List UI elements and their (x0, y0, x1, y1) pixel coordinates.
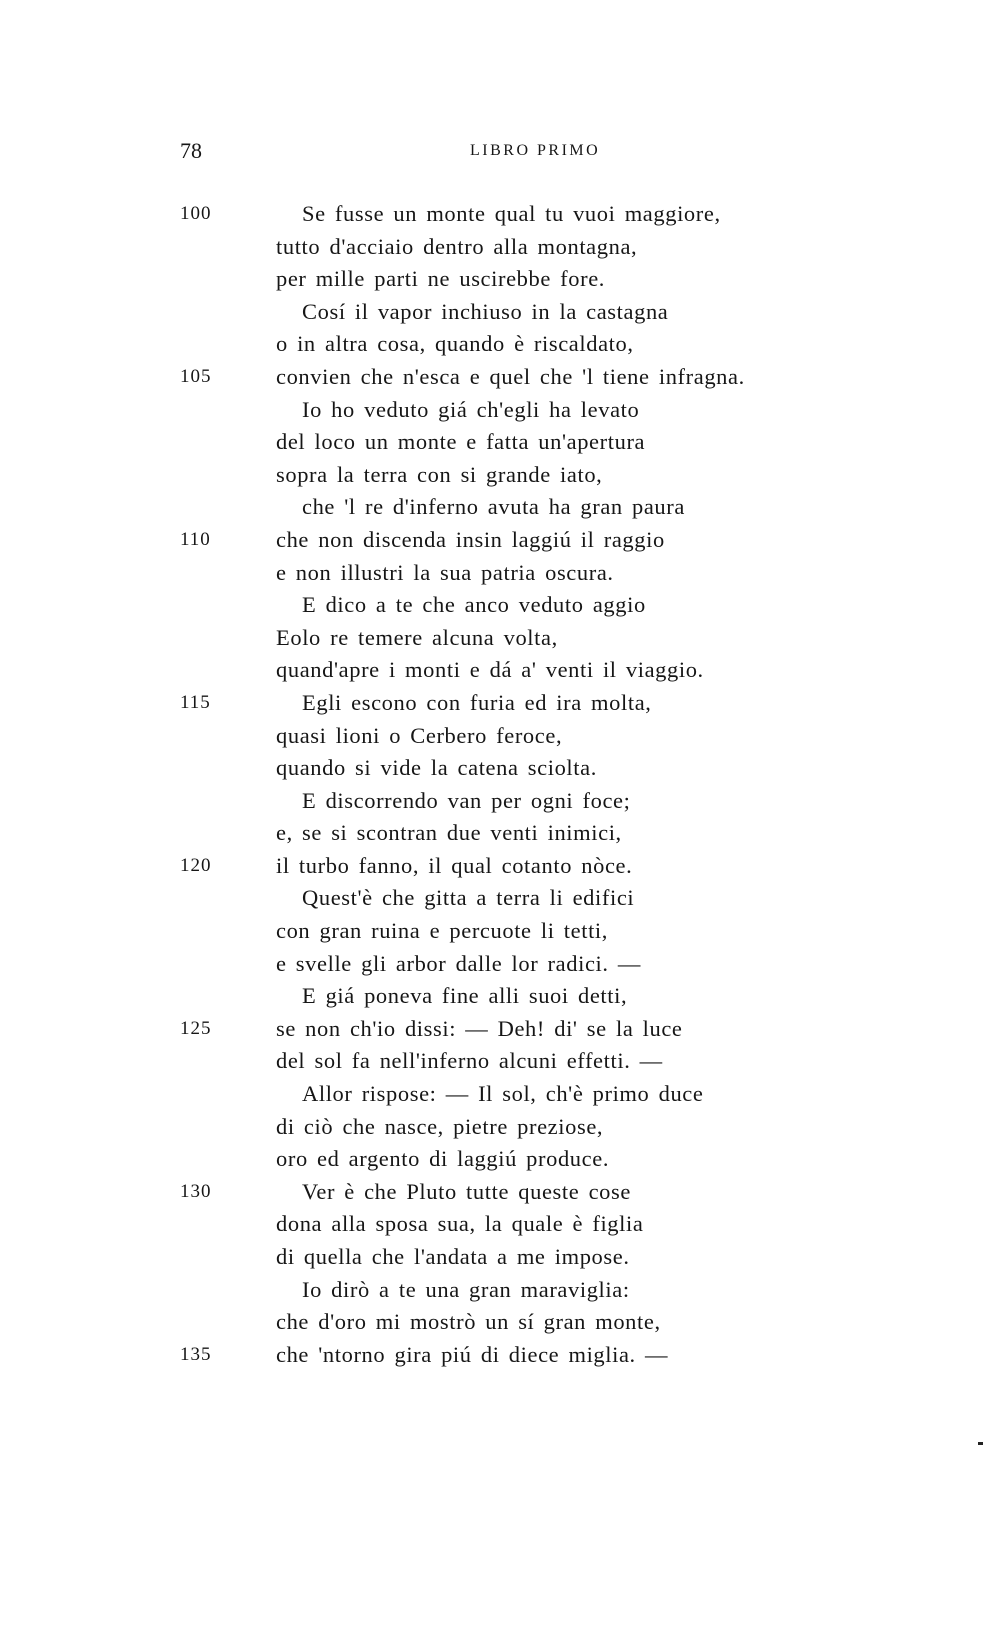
verse-line (0, 980, 1006, 1013)
verse-text: e svelle gli arbor dalle lor radici. — (276, 950, 641, 976)
verse-line (0, 1143, 1006, 1176)
verse-text: del loco un monte e fatta un'apertura (276, 429, 646, 455)
verse-line (0, 1274, 1006, 1307)
verse-line (0, 198, 1006, 231)
verse-line (0, 589, 1006, 622)
line-number: 115 (180, 691, 211, 713)
verse-line (0, 296, 1006, 329)
verse-text: per mille parti ne uscirebbe fore. (276, 266, 606, 292)
line-number: 110 (180, 528, 211, 550)
verse-text: il turbo fanno, il qual cotanto nòce. (276, 852, 633, 878)
line-number: 100 (180, 203, 212, 224)
verse-text: E discorrendo van per ogni foce; (302, 787, 631, 813)
verse-line (0, 459, 1006, 492)
verse-line (0, 263, 1006, 296)
verse-text: Eolo re temere alcuna volta, (276, 624, 558, 650)
verse-text: E giá poneva fine alli suoi detti, (302, 983, 628, 1009)
verse-line (0, 817, 1006, 850)
line-number: 135 (180, 1343, 212, 1365)
verse-line (0, 557, 1006, 590)
line-number: 125 (180, 1017, 212, 1039)
verse-text: e non illustri la sua patria oscura. (276, 559, 614, 585)
verse-text: e, se si scontran due venti inimici, (276, 820, 622, 846)
verse-text: che non discenda insin laggiú il raggio (276, 526, 665, 552)
verse-text: di quella che l'andata a me impose. (276, 1244, 630, 1269)
verse-line (0, 1306, 1006, 1339)
verse-line (0, 1176, 1006, 1209)
running-head: LIBRO PRIMO (470, 142, 601, 159)
line-number: 105 (180, 365, 212, 387)
verse-text: Quest'è che gitta a terra li edifici (302, 885, 635, 911)
verse-line (0, 231, 1006, 264)
verse-line (0, 1013, 1006, 1046)
verse-text: se non ch'io dissi: — Deh! di' se la luce (276, 1015, 683, 1041)
verse-line (0, 1241, 1006, 1274)
verse-line (0, 654, 1006, 687)
verse-text: Io dirò a te una gran maraviglia: (302, 1276, 630, 1302)
verse-line (0, 752, 1006, 785)
verse-line (0, 361, 1006, 394)
page-number: 78 (180, 138, 202, 163)
verse-line (0, 394, 1006, 427)
verse-line (0, 720, 1006, 753)
verse-line (0, 882, 1006, 915)
verse-text: quasi lioni o Cerbero feroce, (276, 722, 563, 748)
verse-line (0, 622, 1006, 655)
verse-text: Egli escono con furia ed ira molta, (302, 689, 652, 715)
verse-line (0, 915, 1006, 948)
verse-text: o in altra cosa, quando è riscaldato, (276, 331, 634, 357)
verse-text: tutto d'acciaio dentro alla montagna, (276, 233, 638, 259)
verse-text: con gran ruina e percuote li tetti, (276, 918, 609, 944)
verse-text: che 'l re d'inferno avuta ha gran paura (302, 494, 685, 520)
verse-text: di ciò che nasce, pietre preziose, (276, 1113, 604, 1139)
verse-line (0, 687, 1006, 720)
page-header (0, 138, 1006, 168)
verse-text: quand'apre i monti e dá a' venti il viaggio. (276, 657, 704, 683)
verse-text: del sol fa nell'inferno alcuni effetti. — (276, 1048, 663, 1074)
verse-line (0, 1208, 1006, 1241)
verse-text: che d'oro mi mostrò un sí gran monte, (276, 1309, 661, 1335)
verse-line (0, 1111, 1006, 1144)
verse-text: E dico a te che anco veduto aggio (302, 592, 646, 618)
verse-text: Allor rispose: — Il sol, ch'è primo duce (302, 1081, 704, 1107)
verse-line (0, 491, 1006, 524)
verse-text: Io ho veduto giá ch'egli ha levato (302, 396, 640, 422)
verse-line (0, 948, 1006, 981)
verse-line (0, 426, 1006, 459)
verse-text: oro ed argento di laggiú produce. (276, 1146, 610, 1172)
verse-text: sopra la terra con si grande iato, (276, 461, 603, 487)
ink-speck (978, 1442, 983, 1445)
poem-body (0, 198, 1006, 1371)
verse-line (0, 1078, 1006, 1111)
verse-line (0, 1045, 1006, 1078)
verse-line (0, 785, 1006, 818)
verse-line (0, 524, 1006, 557)
verse-line (0, 1339, 1006, 1372)
line-number: 130 (180, 1180, 212, 1202)
verse-text: Se fusse un monte qual tu vuoi maggiore, (302, 201, 721, 226)
verse-text: Ver è che Pluto tutte queste cose (302, 1178, 631, 1204)
verse-line (0, 328, 1006, 361)
verse-text: convien che n'esca e quel che 'l tiene infragna. (276, 363, 745, 389)
verse-text: dona alla sposa sua, la quale è figlia (276, 1211, 644, 1237)
verse-text: Cosí il vapor inchiuso in la castagna (302, 298, 669, 324)
verse-text: che 'ntorno gira piú di diece miglia. — (276, 1341, 669, 1367)
verse-line (0, 850, 1006, 883)
verse-text: quando si vide la catena sciolta. (276, 755, 597, 781)
line-number: 120 (180, 854, 212, 876)
